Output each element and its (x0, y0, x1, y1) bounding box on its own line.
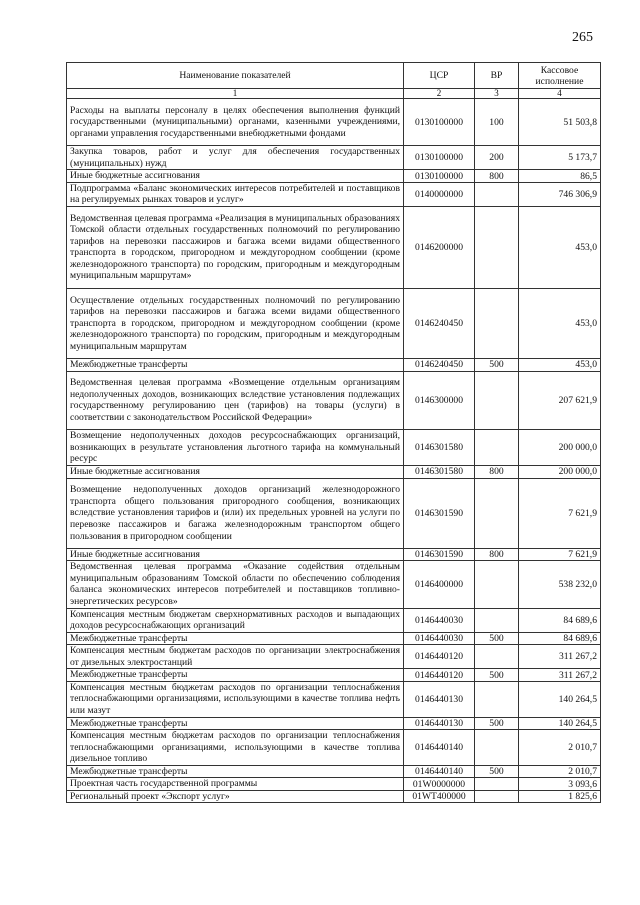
table-row (67, 608, 601, 632)
row-vr (475, 681, 519, 717)
row-csr: 0146440120 (404, 669, 475, 682)
table-row (67, 99, 601, 146)
row-amount: 7 621,9 (519, 478, 601, 548)
table-row (67, 645, 601, 669)
row-vr (475, 561, 519, 608)
table-row (67, 778, 601, 791)
row-vr: 800 (475, 170, 519, 183)
row-vr: 500 (475, 717, 519, 730)
row-vr (475, 645, 519, 669)
row-csr: 0146440030 (404, 608, 475, 632)
row-vr (475, 778, 519, 791)
table-body (67, 99, 601, 803)
row-amount: 453,0 (519, 359, 601, 372)
table-row (67, 669, 601, 682)
table-row (67, 430, 601, 466)
row-amount: 453,0 (519, 288, 601, 358)
table-row (67, 730, 601, 766)
row-name: Иные бюджетные ассигнования (67, 548, 404, 561)
table-row (67, 478, 601, 548)
row-name: Межбюджетные трансферты (67, 632, 404, 645)
row-csr: 0146240450 (404, 359, 475, 372)
row-csr: 0146240450 (404, 288, 475, 358)
row-amount: 538 232,0 (519, 561, 601, 608)
row-csr: 0130100000 (404, 146, 475, 170)
row-csr: 0146301580 (404, 466, 475, 479)
row-csr: 0146440140 (404, 765, 475, 778)
table-row (67, 359, 601, 372)
row-vr: 200 (475, 146, 519, 170)
row-csr: 0146400000 (404, 561, 475, 608)
row-name: Закупка товаров, работ и услуг для обеспечения государственных (муниципальных) нужд (67, 146, 404, 170)
table-row (67, 561, 601, 608)
column-number: 2 (404, 89, 475, 99)
row-csr: 0146440130 (404, 681, 475, 717)
header-amount: Кассовое исполнение (519, 63, 601, 89)
table-row (67, 146, 601, 170)
page-number: 265 (572, 30, 593, 45)
row-csr: 0146200000 (404, 206, 475, 288)
row-amount: 207 621,9 (519, 371, 601, 430)
row-amount: 3 093,6 (519, 778, 601, 791)
row-amount: 84 689,6 (519, 632, 601, 645)
row-amount: 140 264,5 (519, 717, 601, 730)
row-amount: 311 267,2 (519, 645, 601, 669)
row-vr (475, 371, 519, 430)
column-number: 1 (67, 89, 404, 99)
table-row (67, 170, 601, 183)
row-name: Компенсация местным бюджетам сверхнормативных расходов и выпадающих доходов ресурсоснабжающих организаций (67, 608, 404, 632)
row-csr: 0130100000 (404, 170, 475, 183)
row-name: Межбюджетные трансферты (67, 359, 404, 372)
row-name: Компенсация местным бюджетам расходов по организации теплоснабжения теплоснабжающими организациями, использующими в качестве топлива дизельное топливо (67, 730, 404, 766)
row-vr (475, 206, 519, 288)
row-vr: 100 (475, 99, 519, 146)
row-vr: 800 (475, 548, 519, 561)
table-row (67, 632, 601, 645)
table-row (67, 765, 601, 778)
row-name: Возмещение недополученных доходов организаций железнодорожного транспорта общего пользования пригородного сообщения, возникающих вследствие установления тарифов и (или) их предельных уровней на услуги по перевозке пассажиров и багажа железнодорожным транспортом общего пользования в пригородном сообщении (67, 478, 404, 548)
row-vr: 800 (475, 466, 519, 479)
row-amount: 51 503,8 (519, 99, 601, 146)
row-name: Ведомственная целевая программа «Реализация в муниципальных образованиях Томской области отдельных государственных полномочий по регулированию тарифов на перевозки пассажиров и багажа всеми видами общественного транспорта в городском, пригородном и междугородном сообщении (кроме железнодорожного транспорта) по городским, пригородным и междугородным муниципальным маршрутам» (67, 206, 404, 288)
row-name: Проектная часть государственной программы (67, 778, 404, 791)
row-name: Компенсация местным бюджетам расходов по организации электроснабжения от дизельных электростанций (67, 645, 404, 669)
row-name: Ведомственная целевая программа «Возмещение отдельным организациям недополученных доходов, возникающих вследствие установления подлежащих государственному регулированию цен (тарифов) на товары (услуги) в соответствии с законодательством Российской Федерации» (67, 371, 404, 430)
row-csr: 0146440030 (404, 632, 475, 645)
row-amount: 84 689,6 (519, 608, 601, 632)
row-csr: 0140000000 (404, 182, 475, 206)
row-vr: 500 (475, 669, 519, 682)
row-csr: 01WT400000 (404, 790, 475, 803)
row-csr: 0146301590 (404, 548, 475, 561)
row-amount: 86,5 (519, 170, 601, 183)
row-amount: 200 000,0 (519, 430, 601, 466)
row-amount: 5 173,7 (519, 146, 601, 170)
header-name: Наименование показателей (67, 63, 404, 89)
row-vr (475, 608, 519, 632)
row-name: Иные бюджетные ассигнования (67, 466, 404, 479)
column-number-row (67, 89, 601, 99)
row-name: Региональный проект «Экспорт услуг» (67, 790, 404, 803)
row-csr: 0146301580 (404, 430, 475, 466)
row-vr (475, 430, 519, 466)
table-row (67, 790, 601, 803)
row-amount: 140 264,5 (519, 681, 601, 717)
table-row (67, 206, 601, 288)
row-name: Подпрограмма «Баланс экономических интересов потребителей и поставщиков на регулируемых рынках товаров и услуг» (67, 182, 404, 206)
row-amount: 453,0 (519, 206, 601, 288)
row-vr: 500 (475, 632, 519, 645)
row-csr: 0146440140 (404, 730, 475, 766)
row-name: Иные бюджетные ассигнования (67, 170, 404, 183)
row-amount: 746 306,9 (519, 182, 601, 206)
row-vr (475, 288, 519, 358)
row-amount: 200 000,0 (519, 466, 601, 479)
row-vr (475, 730, 519, 766)
row-amount: 7 621,9 (519, 548, 601, 561)
header-csr: ЦСР (404, 63, 475, 89)
row-amount: 2 010,7 (519, 765, 601, 778)
row-name: Компенсация местным бюджетам расходов по организации теплоснабжения теплоснабжающими организациями, использующими в качестве топлива нефть или мазут (67, 681, 404, 717)
row-name: Межбюджетные трансферты (67, 669, 404, 682)
row-csr: 0130100000 (404, 99, 475, 146)
row-amount: 2 010,7 (519, 730, 601, 766)
budget-table (66, 62, 601, 803)
row-name: Расходы на выплаты персоналу в целях обеспечения выполнения функций государственными (муниципальными) органами, казенными учреждениями, органами управления государственными внебюджетными фондами (67, 99, 404, 146)
header-vr: ВР (475, 63, 519, 89)
row-vr: 500 (475, 765, 519, 778)
table-row (67, 288, 601, 358)
row-amount: 311 267,2 (519, 669, 601, 682)
row-amount: 1 825,6 (519, 790, 601, 803)
table-row (67, 182, 601, 206)
column-number: 3 (475, 89, 519, 99)
row-name: Межбюджетные трансферты (67, 717, 404, 730)
row-vr (475, 790, 519, 803)
table-row (67, 371, 601, 430)
table-row (67, 548, 601, 561)
table-row (67, 466, 601, 479)
row-name: Межбюджетные трансферты (67, 765, 404, 778)
table-row (67, 717, 601, 730)
row-csr: 0146440130 (404, 717, 475, 730)
row-vr: 500 (475, 359, 519, 372)
row-name: Осуществление отдельных государственных полномочий по регулированию тарифов на перевозки пассажиров и багажа всеми видами общественного транспорта в городском, пригородном и междугородном сообщении (кроме железнодорожного транспорта) по городским, пригородным и междугородным муниципальным маршрутам (67, 288, 404, 358)
row-name: Ведомственная целевая программа «Оказание содействия отдельным муниципальным образованиям Томской области по обеспечению соблюдения баланса экономических интересов потребителей и поставщиков топливно-энергетических ресурсов» (67, 561, 404, 608)
row-csr: 0146300000 (404, 371, 475, 430)
header-row (67, 63, 601, 89)
row-csr: 0146301590 (404, 478, 475, 548)
table-row (67, 681, 601, 717)
row-name: Возмещение недополученных доходов ресурсоснабжающих организаций, возникающих в результате установления льготного тарифа на коммунальный ресурс (67, 430, 404, 466)
column-number: 4 (519, 89, 601, 99)
row-csr: 01W0000000 (404, 778, 475, 791)
row-vr (475, 478, 519, 548)
row-csr: 0146440120 (404, 645, 475, 669)
row-vr (475, 182, 519, 206)
